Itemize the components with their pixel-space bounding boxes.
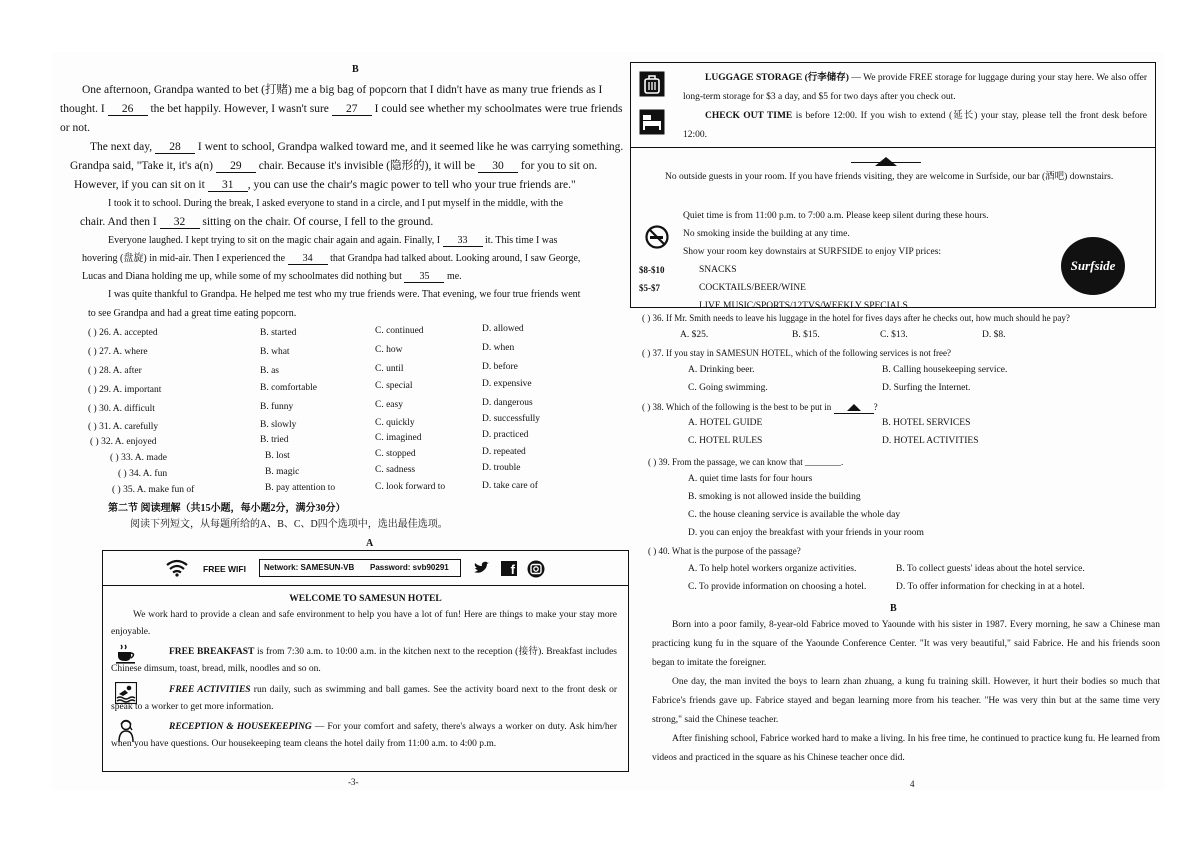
option-d[interactable]: D. HOTEL ACTIVITIES bbox=[882, 436, 979, 446]
passage-line: to see Grandpa and had a great time eating popcorn. bbox=[88, 308, 297, 319]
item-drinks: COCKTAILS/BEER/WINE bbox=[699, 283, 806, 293]
hotel-title: WELCOME TO SAMESUN HOTEL bbox=[289, 594, 442, 604]
passage-b-paragraph: Born into a poor family, 8-year-old Fabrice moved to Yaounde with his sister in 1987. Every morning, he saw a Chinese man practicing kung fu in the square of the Yaounde Conference Center. "It was very beautiful," said Fabrice. He and his friends soon began to imitate the foreigner. bbox=[652, 620, 1160, 668]
wifi-network: Network: SAMESUN-VB bbox=[264, 563, 355, 572]
option-a[interactable]: A. $25. bbox=[680, 330, 709, 340]
option-d[interactable]: D. when bbox=[482, 343, 515, 353]
passage-line: One afternoon, Grandpa wanted to bet (打赌) me a big bag of popcorn that I didn't have as many true friends as I bbox=[82, 84, 603, 96]
question-28[interactable]: ( ) 28. A. after bbox=[88, 366, 142, 376]
instagram-icon bbox=[527, 560, 545, 578]
question-33[interactable]: ( ) 33. A. made bbox=[110, 453, 167, 463]
option-b[interactable]: B. smoking is not allowed inside the building bbox=[688, 492, 861, 502]
section-b-label: B bbox=[352, 64, 359, 75]
question-26[interactable]: ( ) 26. A. accepted bbox=[88, 328, 158, 338]
price-snacks: $8-$10 bbox=[639, 265, 665, 275]
question-30[interactable]: ( ) 30. A. difficult bbox=[88, 404, 155, 414]
option-b[interactable]: B. $15. bbox=[792, 330, 820, 340]
checkout-text: is before 12:00. If you wish to extend (延长) your stay, please tell the front desk before 12:00. bbox=[683, 111, 1147, 140]
blank-26: 26 bbox=[108, 104, 148, 116]
blank-29: 29 bbox=[216, 161, 256, 173]
hotel-notice-continued bbox=[630, 62, 1156, 311]
option-d[interactable]: D. repeated bbox=[482, 447, 526, 457]
passage-line: Grandpa said, "Take it, it's a(n) 29 chair. Because it's invisible (隐形的), it will be 30 for you to sit on. bbox=[70, 160, 598, 172]
question-37[interactable]: ( ) 37. If you stay in SAMESUN HOTEL, which of the following services is not free? bbox=[642, 348, 951, 358]
option-b[interactable]: B. To collect guests' ideas about the hotel service. bbox=[896, 564, 1085, 574]
breakfast-head: FREE BREAKFAST bbox=[169, 647, 255, 657]
option-c[interactable]: C. the house cleaning service is available the whole day bbox=[688, 510, 901, 520]
activities-info bbox=[111, 682, 617, 716]
option-d[interactable]: D. expensive bbox=[482, 379, 532, 389]
section-a-label: A bbox=[366, 538, 374, 549]
section2-title: 第二节 阅读理解（共15小题，每小题2分，满分30分） bbox=[108, 503, 346, 514]
activities-text: run daily, such as swimming and ball games. See the activity board next to the front desk or speak to a worker to get more information. bbox=[111, 685, 617, 712]
quiet-time: Quiet time is from 11:00 p.m. to 7:00 a.m. Please keep silent during these hours. bbox=[683, 211, 989, 221]
blank-27: 27 bbox=[332, 104, 372, 116]
option-c[interactable]: C. special bbox=[375, 381, 413, 391]
option-c[interactable]: C. continued bbox=[375, 326, 424, 336]
option-d[interactable]: D. trouble bbox=[482, 463, 521, 473]
breakfast-info bbox=[111, 644, 617, 678]
option-b[interactable]: B. magic bbox=[265, 467, 300, 477]
twitter-icon bbox=[473, 561, 491, 575]
luggage-head: LUGGAGE STORAGE (行李储存) bbox=[705, 73, 849, 83]
triangle-underline bbox=[851, 162, 921, 163]
option-b[interactable]: B. funny bbox=[260, 402, 294, 412]
option-a[interactable]: A. Drinking beer. bbox=[688, 365, 755, 375]
wifi-credentials bbox=[259, 559, 461, 577]
item-entertainment: LIVE MUSIC/SPORTS/12TVS/WEEKLY SPECIALS bbox=[699, 301, 908, 311]
question-35[interactable]: ( ) 35. A. make fun of bbox=[112, 485, 195, 495]
reception-head: RECEPTION & HOUSEKEEPING bbox=[169, 722, 312, 732]
option-b[interactable]: B. tried bbox=[260, 435, 289, 445]
passage-line: chair. And then I 32 sitting on the chair. Of course, I fell to the ground. bbox=[80, 216, 434, 228]
option-b[interactable]: B. HOTEL SERVICES bbox=[882, 418, 971, 428]
hotel-intro: We work hard to provide a clean and safe environment to help you have a lot of fun! Here are things to make your stay more enjoyable. bbox=[111, 610, 617, 637]
blank-33: 33 bbox=[443, 235, 483, 247]
question-40[interactable]: ( ) 40. What is the purpose of the passage? bbox=[648, 546, 801, 556]
question-36[interactable]: ( ) 36. If Mr. Smith needs to leave his luggage in the hotel for fives days after he checks out, how much should he pay? bbox=[642, 313, 1070, 323]
option-d[interactable]: D. dangerous bbox=[482, 398, 533, 408]
vip-rule: Show your room key downstairs at SURFSIDE to enjoy VIP prices: bbox=[683, 247, 942, 257]
divider bbox=[103, 585, 628, 586]
option-c[interactable]: C. how bbox=[375, 345, 403, 355]
option-d[interactable]: D. you can enjoy the breakfast with your friends in your room bbox=[688, 528, 924, 538]
passage-line: Everyone laughed. I kept trying to sit on the magic chair again and again. Finally, I 33 it. This time I was bbox=[108, 235, 558, 246]
option-d[interactable]: D. allowed bbox=[482, 324, 524, 334]
no-smoking-icon bbox=[645, 225, 669, 249]
option-c[interactable]: C. quickly bbox=[375, 418, 415, 428]
breakfast-text: is from 7:30 a.m. to 10:00 a.m. in the kitchen next to the reception (接待). Breakfast includes Chinese dimsum, toast, bread, milk, noodles and so on. bbox=[111, 647, 617, 674]
option-a[interactable]: A. quiet time lasts for four hours bbox=[688, 474, 813, 484]
option-b[interactable]: B. pay attention to bbox=[265, 483, 336, 493]
option-c[interactable]: C. Going swimming. bbox=[688, 383, 768, 393]
question-32[interactable]: ( ) 32. A. enjoyed bbox=[90, 437, 157, 447]
surfside-logo: Surfside bbox=[1061, 237, 1125, 295]
option-b[interactable]: B. as bbox=[260, 366, 279, 376]
option-c[interactable]: C. $13. bbox=[880, 330, 908, 340]
section-b-label: B bbox=[890, 603, 897, 614]
option-b[interactable]: B. Calling housekeeping service. bbox=[882, 365, 1008, 375]
activities-head: FREE ACTIVITIES bbox=[169, 685, 251, 695]
reception-info bbox=[111, 719, 617, 753]
option-b[interactable]: B. what bbox=[260, 347, 290, 357]
option-c[interactable]: C. stopped bbox=[375, 449, 416, 459]
section2-instructions: 阅读下列短文，从每题所给的A、B、C、D四个选项中，选出最佳选项。 bbox=[130, 519, 448, 530]
option-b[interactable]: B. slowly bbox=[260, 420, 297, 430]
divider bbox=[631, 147, 1155, 148]
luggage-icon bbox=[639, 71, 665, 97]
luggage-info bbox=[683, 69, 1147, 107]
price-drinks: $5-$7 bbox=[639, 283, 660, 293]
question-34[interactable]: ( ) 34. A. fun bbox=[118, 469, 168, 479]
option-d[interactable]: D. To offer information for checking in at a hotel. bbox=[896, 582, 1085, 592]
question-29[interactable]: ( ) 29. A. important bbox=[88, 385, 162, 395]
option-c[interactable]: C. sadness bbox=[375, 465, 416, 475]
question-39[interactable]: ( ) 39. From the passage, we can know that ________. bbox=[648, 457, 844, 467]
option-d[interactable]: D. $8. bbox=[982, 330, 1006, 340]
exam-sheet bbox=[52, 52, 1164, 790]
passage-line: thought. I 26 the bet happily. However, I wasn't sure 27 I could see whether my schoolmates were true friends bbox=[60, 103, 623, 115]
passage-line: Lucas and Diana holding me up, while some of my schoolmates did nothing but 35 me. bbox=[82, 271, 462, 282]
option-d[interactable]: D. before bbox=[482, 362, 518, 372]
option-c[interactable]: C. until bbox=[375, 364, 404, 374]
option-b[interactable]: B. comfortable bbox=[260, 383, 317, 393]
wifi-label: FREE WIFI bbox=[203, 564, 246, 574]
page-number: 4 bbox=[910, 779, 915, 789]
option-a[interactable]: A. HOTEL GUIDE bbox=[688, 418, 763, 428]
item-snacks: SNACKS bbox=[699, 265, 737, 275]
passage-line: hovering (盘旋) in mid-air. Then I experienced the 34 that Grandpa had talked about. Looking around, I saw George, bbox=[82, 253, 581, 264]
option-d[interactable]: D. Surfing the Internet. bbox=[882, 383, 971, 393]
passage-b-paragraph: After finishing school, Fabrice worked hard to make a living. In his free time, he continued to practice kung fu. He learned from videos and practiced in the square as his Chinese teacher once did. bbox=[652, 734, 1160, 763]
reception-text: — For your comfort and safety, there's always a worker on duty. Ask him/her when you have questions. Our housekeeping team cleans the hotel daily from 11:00 a.m. to 4:00 p.m. bbox=[111, 722, 617, 749]
wifi-bar bbox=[165, 559, 565, 579]
option-c[interactable]: C. look forward to bbox=[375, 482, 446, 492]
passage-b-paragraph: One day, the man invited the boys to learn zhan zhuang, a kung fu training skill. However, it hurt their bodies so much that Fabrice's friends gave up. Fabrice stayed and began learning more from his teacher. "He was very thin but at the same time very strong," said the Chinese teacher. bbox=[652, 677, 1160, 725]
page-number: -3- bbox=[348, 777, 359, 787]
option-d[interactable]: D. take care of bbox=[482, 481, 538, 491]
wifi-password: Password: svb90291 bbox=[370, 563, 449, 572]
hotel-bed-icon bbox=[639, 109, 665, 135]
option-b[interactable]: B. started bbox=[260, 328, 297, 338]
hotel-notice-box bbox=[102, 550, 629, 772]
guests-rule: No outside guests in your room. If you have friends visiting, they are welcome in Surfside, our bar (酒吧) downstairs. bbox=[665, 172, 1114, 182]
option-c[interactable]: C. To provide information on choosing a hotel. bbox=[688, 582, 867, 592]
blank-28: 28 bbox=[155, 142, 195, 154]
option-d[interactable]: D. practiced bbox=[482, 430, 529, 440]
triangle-blank-icon bbox=[834, 401, 874, 414]
option-c[interactable]: C. imagined bbox=[375, 433, 422, 443]
passage-line: I took it to school. During the break, I asked everyone to stand in a circle, and I put myself in the middle, with the bbox=[108, 198, 563, 209]
no-smoking-rule: No smoking inside the building at any time. bbox=[683, 229, 850, 239]
option-b[interactable]: B. lost bbox=[265, 451, 290, 461]
blank-31: 31 bbox=[208, 180, 248, 192]
passage-line: However, if you can sit on it 31 , you can use the chair's magic power to tell who your true friends are." bbox=[74, 179, 576, 191]
question-38[interactable]: ( ) 38. Which of the following is the best to be put in ? bbox=[642, 402, 878, 412]
option-c[interactable]: C. easy bbox=[375, 400, 403, 410]
passage-line: I was quite thankful to Grandpa. He helped me test who my true friends were. That evening, we four true friends went bbox=[108, 289, 581, 300]
question-27[interactable]: ( ) 27. A. where bbox=[88, 347, 148, 357]
passage-line: The next day, 28 I went to school, Grandpa walked toward me, and it seemed like he was carrying something. bbox=[90, 141, 624, 153]
question-31[interactable]: ( ) 31. A. carefully bbox=[88, 422, 159, 432]
option-d[interactable]: D. successfully bbox=[482, 414, 541, 424]
passage-line: or not. bbox=[60, 122, 91, 134]
blank-32: 32 bbox=[160, 217, 200, 229]
blank-30: 30 bbox=[478, 161, 518, 173]
checkout-info bbox=[683, 107, 1147, 145]
luggage-text: — We provide FREE storage for luggage during your stay here. We also offer long-term storage for $3 a day, and $5 for two days after you check out. bbox=[683, 73, 1147, 102]
checkout-head: CHECK OUT TIME bbox=[705, 111, 793, 121]
option-a[interactable]: A. To help hotel workers organize activities. bbox=[688, 564, 857, 574]
option-c[interactable]: C. HOTEL RULES bbox=[688, 436, 763, 446]
facebook-icon: f bbox=[501, 561, 517, 576]
wifi-icon bbox=[165, 559, 189, 577]
blank-34: 34 bbox=[288, 253, 328, 265]
blank-35: 35 bbox=[404, 271, 444, 283]
